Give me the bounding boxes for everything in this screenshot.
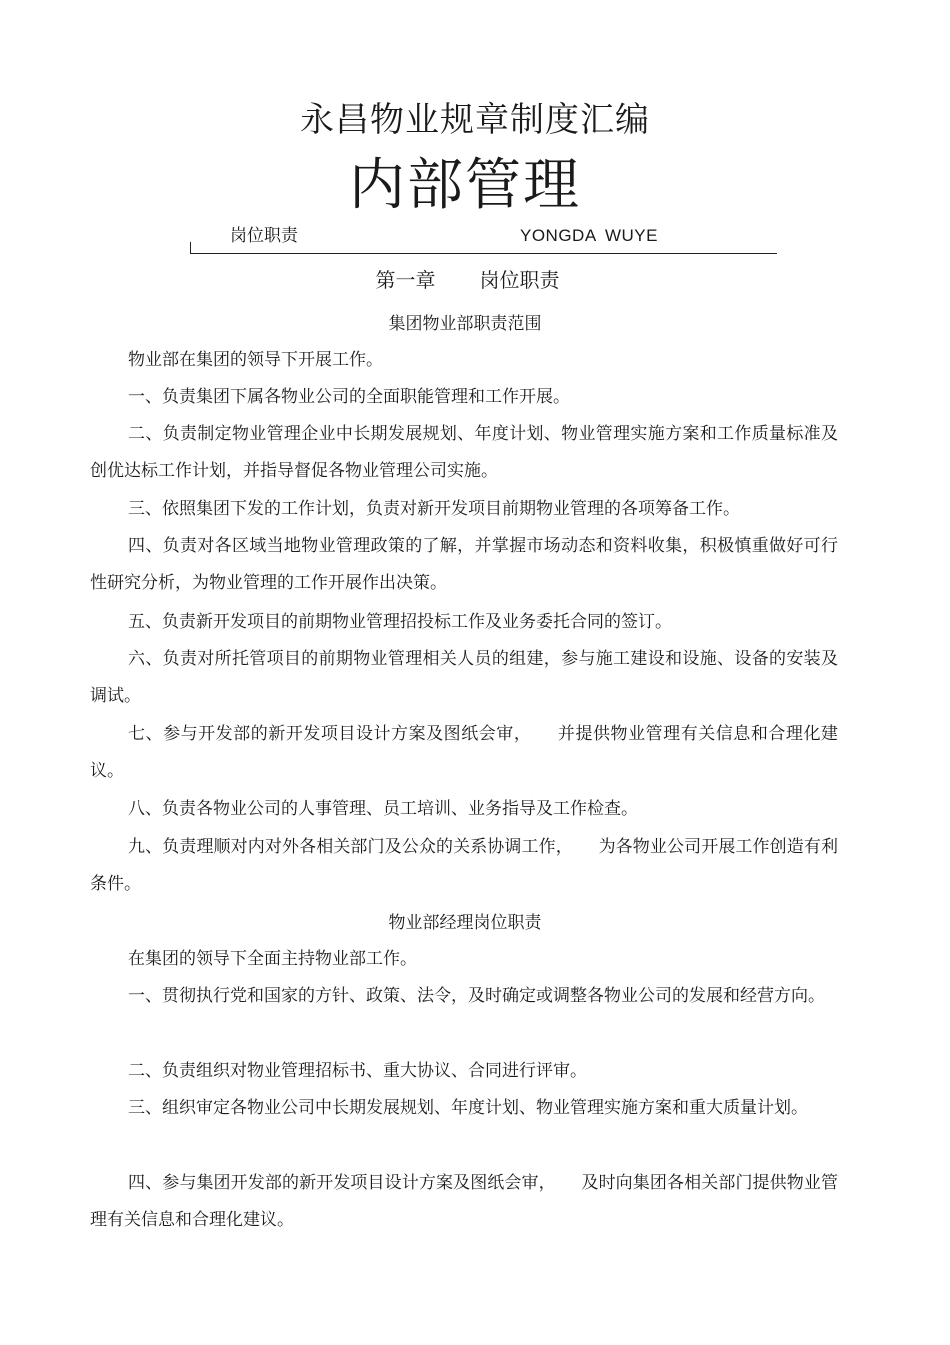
paragraph: 四、参与集团开发部的新开发项目设计方案及图纸会审， 及时向集团各相关部门提供物业管理有关信息和合理化建议。 xyxy=(90,1173,838,1230)
paragraph: 二、负责组织对物业管理招标书、重大协议、合同进行评审。 xyxy=(128,1061,587,1081)
paragraph: 一、贯彻执行党和国家的方针、政策、法令，及时确定或调整各物业公司的发展和经营方向。 xyxy=(128,986,825,1006)
paragraph: 八、负责各物业公司的人事管理、员工培训、业务指导及工作检查。 xyxy=(128,799,638,819)
header-rule xyxy=(190,253,777,254)
paragraph: 在集团的领导下全面主持物业部工作。 xyxy=(128,949,417,969)
paragraph: 三、依照集团下发的工作计划，负责对新开发项目前期物业管理的各项筹备工作。 xyxy=(128,499,740,519)
paragraph: 二、负责制定物业管理企业中长期发展规划、年度计划、物业管理实施方案和工作质量标准及创优达标工作计划，并指导督促各物业管理公司实施。 xyxy=(90,424,838,481)
paragraph: 九、负责理顺对内对外各相关部门及公众的关系协调工作， 为各物业公司开展工作创造有利条件。 xyxy=(90,837,838,894)
paragraph: 一、负责集团下属各物业公司的全面职能管理和工作开展。 xyxy=(128,387,570,407)
paragraph: 六、负责对所托管项目的前期物业管理相关人员的组建，参与施工建设和设施、设备的安装及调试。 xyxy=(90,649,838,706)
paragraph: 物业部在集团的领导下开展工作。 xyxy=(128,350,383,370)
paragraph: 四、负责对各区域当地物业管理政策的了解，并掌握市场动态和资料收集，积极慎重做好可行性研究分析，为物业管理的工作开展作出决策。 xyxy=(90,536,838,593)
chapter-number: 第一章 xyxy=(375,268,436,292)
running-header-right: YONGDA WUYE xyxy=(520,226,658,245)
section-title: 集团物业部职责范围 xyxy=(388,314,542,334)
chapter-title: 岗位职责 xyxy=(479,268,560,292)
document-subtitle: 内部管理 xyxy=(349,153,581,218)
chapter-heading xyxy=(0,266,935,294)
running-header-left: 岗位职责 xyxy=(230,226,298,246)
paragraph: 七、参与开发部的新开发项目设计方案及图纸会审， 并提供物业管理有关信息和合理化建议。 xyxy=(90,724,838,781)
paragraph: 五、负责新开发项目的前期物业管理招投标工作及业务委托合同的签订。 xyxy=(128,612,672,632)
paragraph: 三、组织审定各物业公司中长期发展规划、年度计划、物业管理实施方案和重大质量计划。 xyxy=(128,1098,808,1118)
document-title: 永昌物业规章制度汇编 xyxy=(300,100,650,140)
section-title: 物业部经理岗位职责 xyxy=(388,913,542,933)
